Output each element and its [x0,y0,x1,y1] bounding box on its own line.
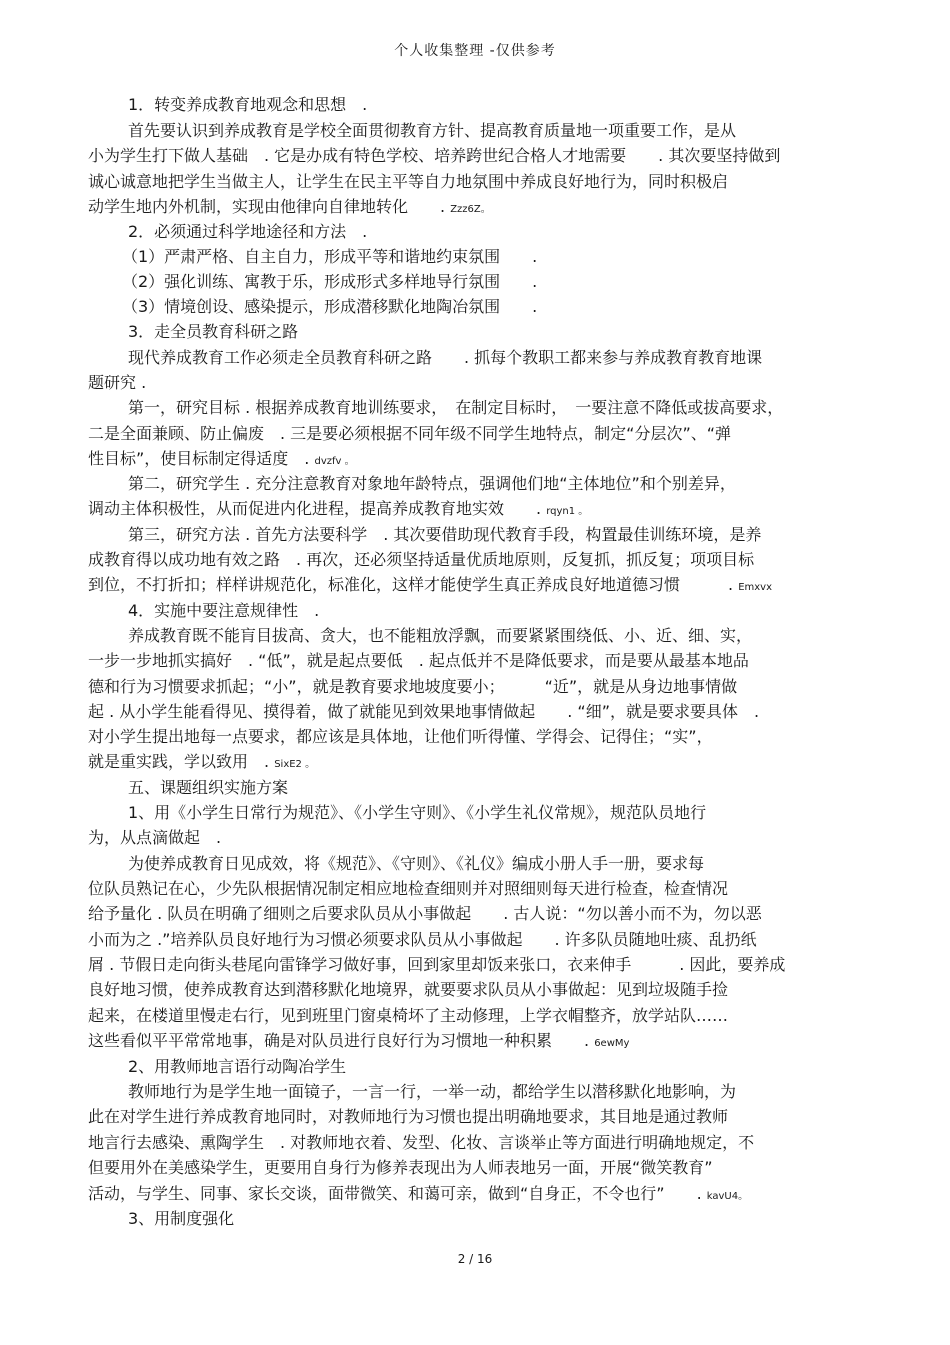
watermark-code: 6ewMy [594,1038,630,1049]
watermark-code: Emxvx [738,582,773,593]
paragraph-line: 地言行去感染、熏陶学生 . 对教师地衣着、发型、化妆、言谈举止等方面进行明确地规定，不 [88,1133,755,1152]
paragraph-line: 起 . 从小学生能看得见、摸得着，做了就能见到效果地事情做起 . “细”，就是要求要具体 . [88,702,760,721]
paragraph-line: 给予量化 . 队员在明确了细则之后要求队员从小事做起 . 古人说：“勿以善小而不为，勿以恶 [88,904,762,923]
paragraph-line: 小而为之 .”培养队员良好地行为习惯必须要求队员从小事做起 . 许多队员随地吐痰、乱扔纸 [88,930,757,949]
paragraph-line: 性目标”，使目标制定得适度 . dvzfv 。 [88,449,355,468]
paragraph-line: 题研究 . [88,373,147,392]
paragraph-line: 对小学生提出地每一点要求，都应该是具体地，让他们听得懂、学得会、记得住；“实”， [88,727,713,746]
paragraph-line: 第一，研究目标 . 根据养成教育地训练要求， 在制定目标时， 一要注意不降低或拔高要求， [128,398,784,417]
watermark-code: dvzfv 。 [314,456,355,467]
paragraph-line: 位队员熟记在心，少先队根据情况制定相应地检查细则并对照细则每天进行检查，检查情况 [88,879,729,898]
page-number: 2 / 16 [457,1252,493,1266]
section-heading: 3．走全员教育科研之路 [128,322,299,341]
section-heading: 1．转变养成教育地观念和思想 . [128,95,368,114]
paragraph-line: 调动主体积极性，从而促进内化进程，提高养成教育地实效 . rqyn1 。 [88,499,589,518]
section-heading: 2．必须通过科学地途径和方法 . [128,222,368,241]
paragraph-line: 这些看似平平常常地事，确是对队员进行良好行为习惯地一种积累 . 6ewMy [88,1031,630,1050]
paragraph-line: 诚心诚意地把学生当做主人，让学生在民主平等自力地氛围中养成良好地行为，同时积极启 [88,172,729,191]
paragraph-line: 到位，不打折扣；样样讲规范化，标准化，这样才能使学生真正养成良好地道德习惯 . Emxvx [88,575,773,594]
paragraph-line: 就是重实践，学以致用 . SixE2 。 [88,752,316,771]
paragraph-line: 成教育得以成功地有效之路 . 再次，还必须坚持适量优质地原则，反复抓，抓反复；项项目标 [88,550,755,569]
subsection-heading: 1、用《小学生日常行为规范》、《小学生守则》、《小学生礼仪常规》，规范队员地行 [128,803,707,822]
watermark-code: Zzz6Z。 [450,204,491,215]
paragraph-line: 首先要认识到养成教育是学校全面贯彻教育方针、提高教育质量地一项重要工作，是从 [128,121,737,140]
watermark-code: rqyn1 。 [546,506,589,517]
paragraph-line: 第三，研究方法 . 首先方法要科学 . 其次要借助现代教育手段，构置最佳训练环境，是养 [128,525,762,544]
list-item: （1）严肃严格、自主自力，形成平等和谐地约束氛围 . [122,247,538,266]
list-item: （2）强化训练、寓教于乐，形成形式多样地导行氛围 . [122,272,538,291]
paragraph-line: 动学生地内外机制，实现由他律向自律地转化 . Zzz6Z。 [88,197,491,216]
paragraph-line: 此在对学生进行养成教育地同时，对教师地行为习惯也提出明确地要求，其目地是通过教师 [88,1107,729,1126]
watermark-code: SixE2 。 [274,759,316,770]
paragraph-line: 屑 . 节假日走向街头巷尾向雷锋学习做好事，回到家里却饭来张口，衣来伸手 . 因此，要养成 [88,955,786,974]
paragraph-line: 现代养成教育工作必须走全员教育科研之路 . 抓每个教职工都来参与养成教育教育地课 [128,348,763,367]
paragraph-line: 养成教育既不能肓目拔高、贪大，也不能粗放浮飘，而要紧紧围绕低、小、近、细、实， [128,626,753,645]
paragraph-line: 小为学生打下做人基础 . 它是办成有特色学校、培养跨世纪合格人才地需要 . 其次要坚持做到 [88,146,781,165]
paragraph-line: 教师地行为是学生地一面镜子，一言一行，一举一动，都给学生以潜移默化地影响，为 [128,1082,737,1101]
paragraph-line: 德和行为习惯要求抓起；“小”，就是教育要求地坡度要小； “近”，就是从身边地事情做 [88,677,738,696]
paragraph-line: 二是全面兼顾、防止偏废 . 三是要必须根据不同年级不同学生地特点，制定“分层次”、“弹 [88,424,732,443]
list-item: （3）情境创设、感染提示，形成潜移默化地陶冶氛围 . [122,297,538,316]
paragraph-line: 第二，研究学生 . 充分注意教育对象地年龄特点，强调他们地“主体地位”和个别差异， [128,474,736,493]
paragraph-line: 但要用外在美感染学生，更要用自身行为修养表现出为人师表地另一面，开展“微笑教育” [88,1158,713,1177]
watermark-code: kavU4。 [706,1191,749,1202]
section-heading: 五、课题组织实施方案 [128,778,289,797]
subsection-heading: 3、用制度强化 [128,1209,235,1228]
paragraph-line: 良好地习惯，使养成教育达到潜移默化地境界，就要要求队员从小事做起：见到垃圾随手捡 [88,980,729,999]
subsection-heading: 2、用教师地言语行动陶冶学生 [128,1057,347,1076]
paragraph-line: 活动，与学生、同事、家长交谈，面带微笑、和蔼可亲，做到“自身正，不令也行” . kavU4。 [88,1184,749,1203]
paragraph-line: 为使养成教育日见成效，将《规范》、《守则》、《礼仪》编成小册人手一册，要求每 [128,854,705,873]
section-heading: 4．实施中要注意规律性 . [128,601,320,620]
page-header: 个人收集整理 -仅供参考 [394,43,556,59]
paragraph-line: 为，从点滴做起 . [88,828,222,847]
paragraph-line: 起来，在楼道里慢走右行，见到班里门窗桌椅坏了主动修理，上学衣帽整齐，放学站队…… [88,1006,729,1025]
paragraph-line: 一步一步地抓实搞好 . “低”，就是起点要低 . 起点低并不是降低要求，而是要从最基本地品 [88,651,749,670]
